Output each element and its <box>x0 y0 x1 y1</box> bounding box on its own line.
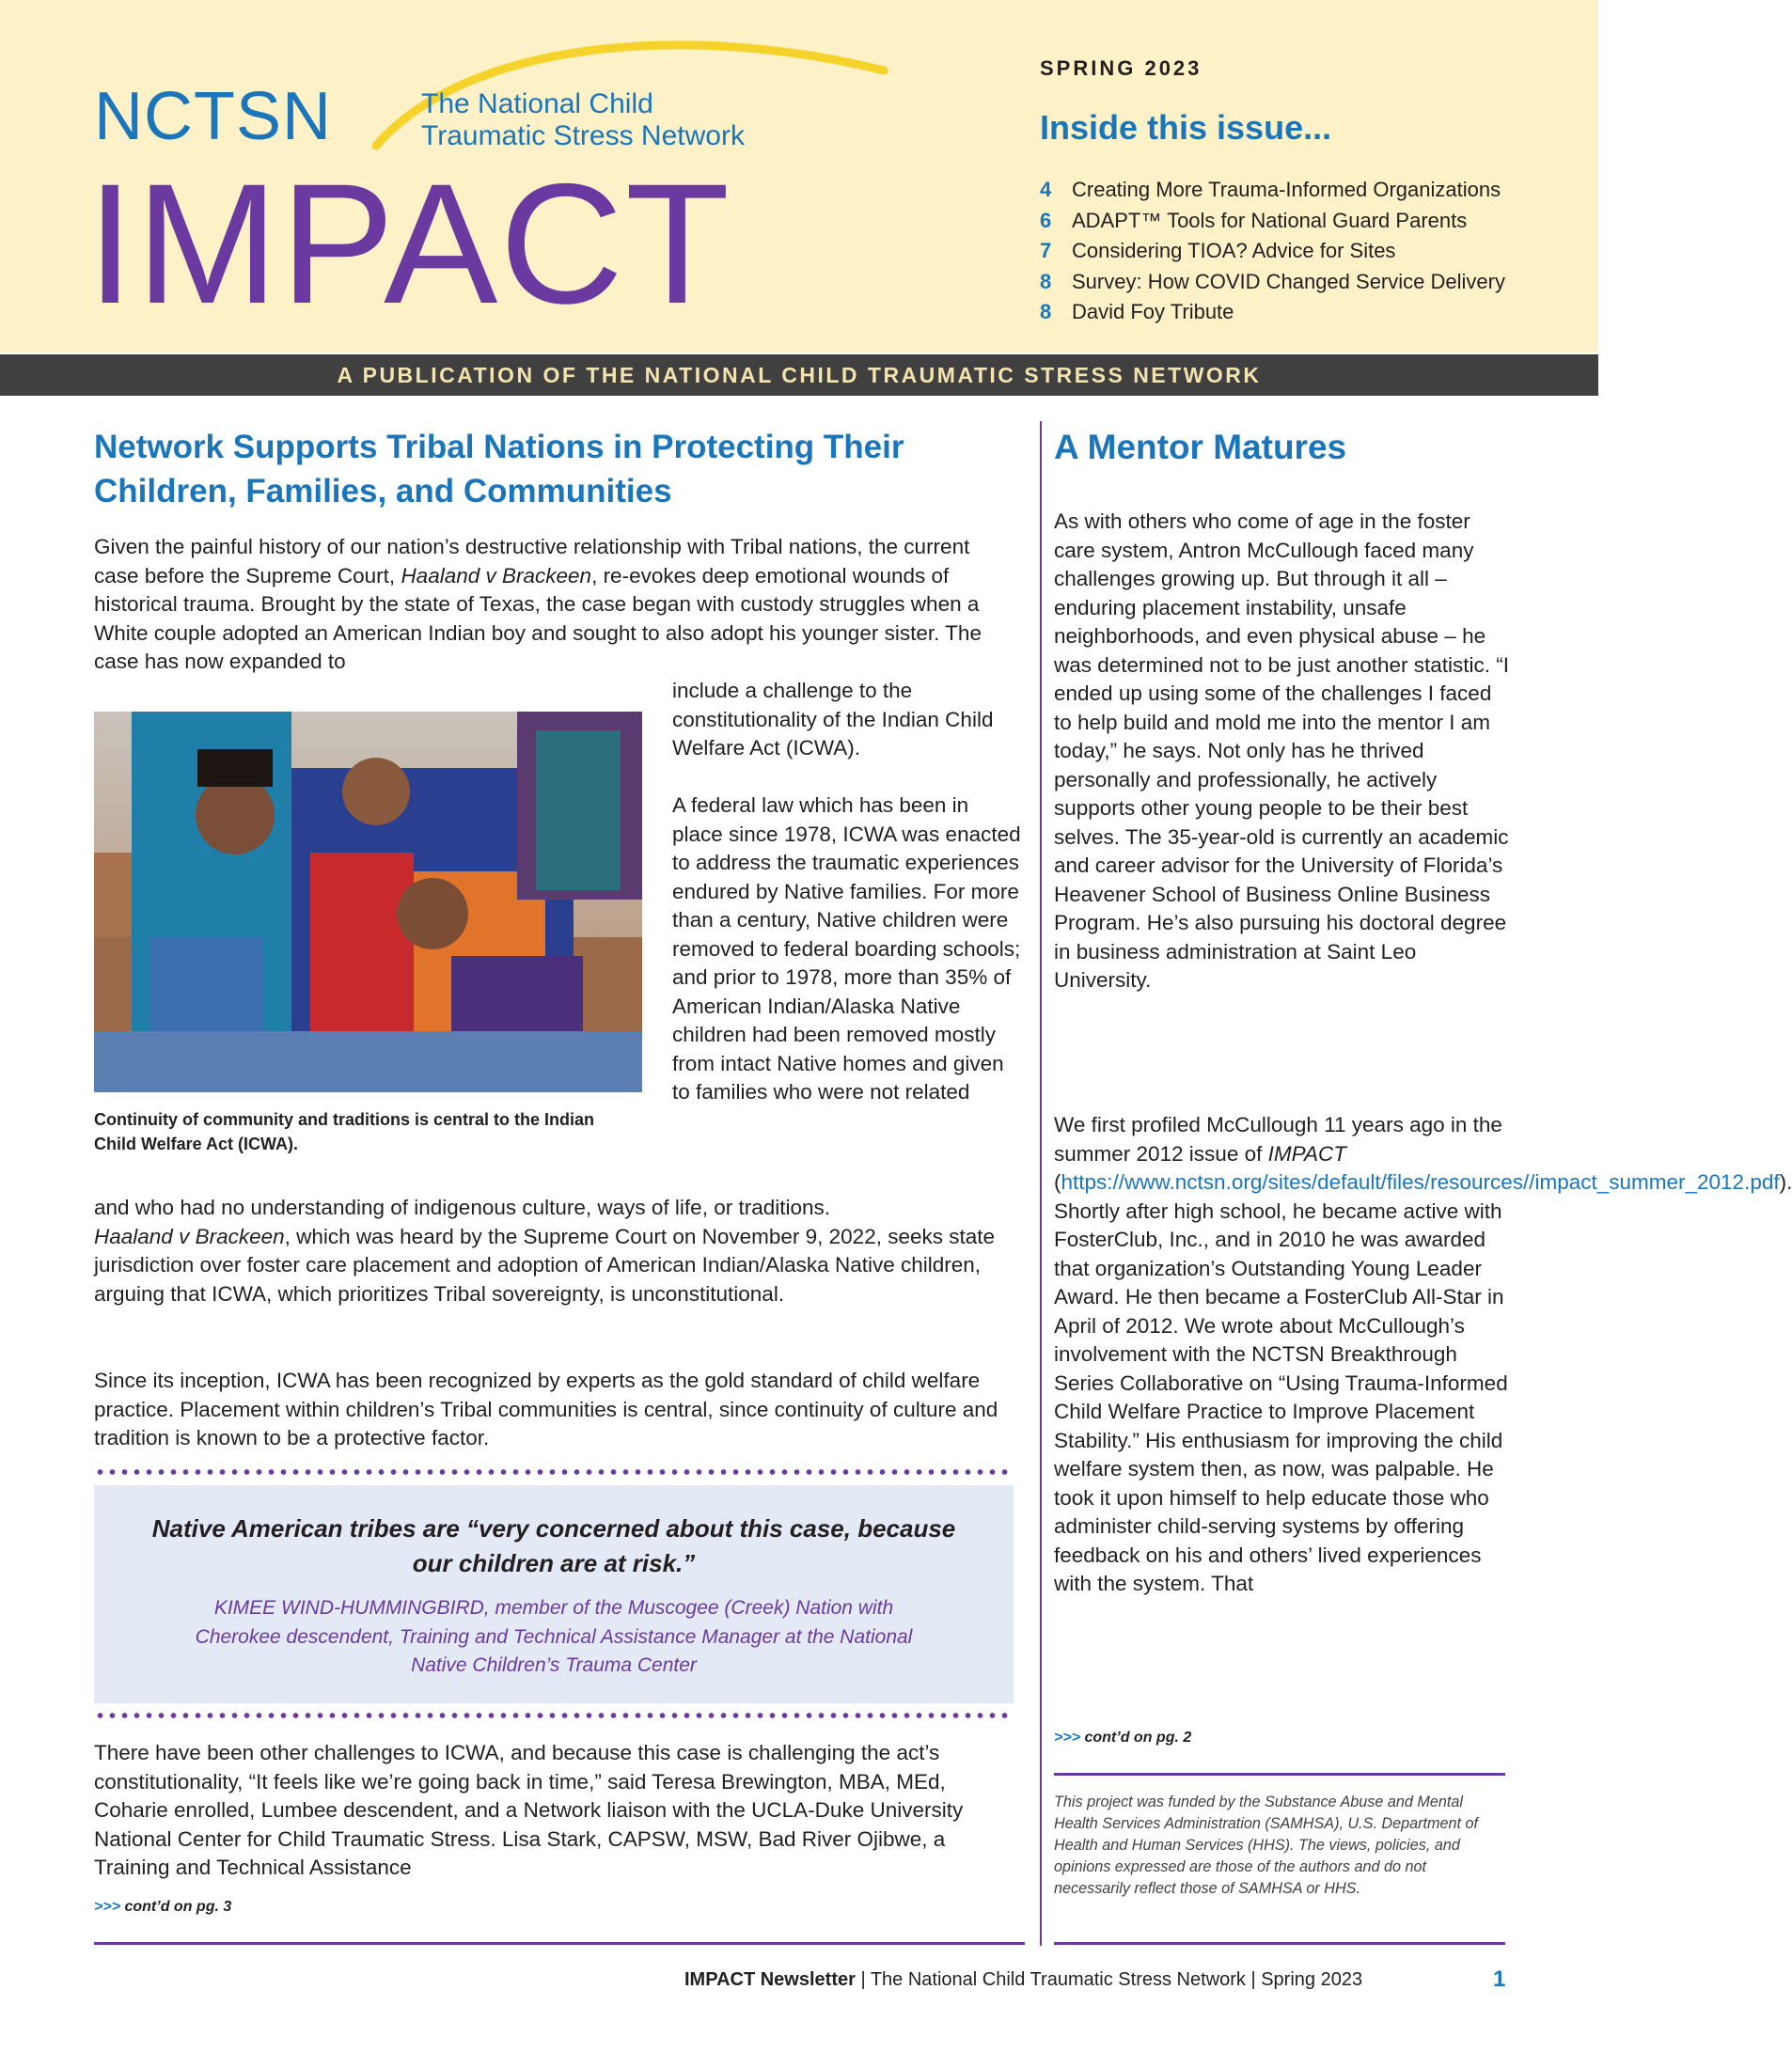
article-paragraph-continued <box>94 1194 1025 1308</box>
continued-link[interactable] <box>1054 1730 1191 1747</box>
publication-name: IMPACT <box>1267 1141 1346 1166</box>
masthead <box>0 0 1598 352</box>
funding-disclaimer: This project was funded by the Substance Abuse and Mental Health Services Administration (SAMHSA), U.S. Department of Health and Human Services (HHS). The views, policies, and opinions expressed are those of the authors and do not necessarily reflect those of SAMHSA or HHS. <box>1054 1794 1479 1897</box>
text-run: We first profiled McCullough 11 years ago in the summer 2012 issue of <box>1054 1113 1502 1166</box>
article-paragraph: There have been other challenges to ICWA, and because this case is challenging the act’s constitutionality, “It feels like we’re going back in time,” said Teresa Brewington, MBA, MEd, Coharie enrolled, Lumbee descendent, and a Network liaison with the UCLA-Duke University National Center for Child Traumatic Stress. Lisa Stark, CAPSW, MSW, Bad River Ojibwe, a Training and Technical Assistance <box>94 1741 964 1879</box>
publication-banner: A PUBLICATION OF THE NATIONAL CHILD TRAUMATIC STRESS NETWORK <box>0 354 1598 396</box>
quote-text: Native American tribes are “very concerned about this case, because our children are at risk.” <box>151 1514 956 1577</box>
side-paragraph: As with others who come of age in the foster care system, Antron McCullough faced many challenges growing up. But through it all – enduring placement instability, unsafe neighborhoods, and even physical abuse – he was determined not to be just another statistic. “I ended up using some of the challenges I faced to help build and mold me into the mentor I am today,” he says. Not only has he thrived personally and professionally, he actively supports other young people to be their best selves. The 35-year-old is currently an academic and career advisor for the University of Florida’s Heavener School of Business Online Business Program. He’s also pursuing his doctoral degree in business administration at Saint Leo University. <box>1054 509 1509 992</box>
text-run: , re-evokes deep emotional wounds of historical trauma. Brought by the state of Texas, the case began with custody struggles when a White couple adopted an American Indian boy and sought to also adopt his younger sister. The case has now expanded to <box>94 563 982 673</box>
section-rule <box>1054 1773 1505 1776</box>
article-paragraph: A federal law which has been in place since 1978, ICWA was enacted to address the traumatic experiences endured by Native families. For more than a century, Native children were removed to federal boarding schools; and prior to 1978, more than 35% of American Indian/Alaska Native children had been removed mostly from intact Native homes and given to families who were not related <box>672 793 1021 1104</box>
footer-separator: | <box>855 1969 871 1990</box>
text-run: ). Shortly after high school, he became active with FosterClub, Inc., and in 2010 he was awarded that organization’s Outstanding Young Leader Award. He then became a FosterClub All-Star in April of 2012. We wrote about McCullough’s involvement with the NCTSN Breakthrough Series Collaborative on “Using Trauma-Informed Child Welfare Practice to Improve Placement Stability.” His enthusiasm for improving the child welfare system then, as now, was palpable. He took it upon himself to help educate those who administer child-serving systems by offering feedback on his and others’ lived experiences with the system. That <box>1054 1170 1792 1595</box>
case-name: Haaland v Brackeen <box>94 1224 285 1248</box>
footer-season: Spring 2023 <box>1261 1969 1363 1990</box>
text-run: Given the painful history of our nation’s destructive relationship with Tribal nations, the current case before the Supreme Court, <box>94 535 970 588</box>
continued-text: cont’d on pg. 3 <box>124 1899 232 1915</box>
issue-season: SPRING 2023 <box>1040 56 1203 80</box>
continued-link[interactable] <box>94 1899 231 1916</box>
tribal-family-photo <box>94 712 642 1092</box>
org-acronym-logo: NCTSN <box>94 79 332 154</box>
toc-title: ADAPT™ Tools for National Guard Parents <box>1072 208 1468 232</box>
org-name: The National Child Traumatic Stress Network <box>421 88 745 151</box>
toc-item[interactable] <box>1040 236 1505 267</box>
main-headline: Network Supports Tribal Nations in Protecting Their Children, Families, and Communities <box>94 429 904 509</box>
photo-caption: Continuity of community and traditions is central to the Indian Child Welfare Act (ICWA). <box>94 1110 595 1153</box>
toc-title: Creating More Trauma-Informed Organizations <box>1072 178 1501 201</box>
section-rule <box>94 1942 1025 1945</box>
toc-title: Survey: How COVID Changed Service Delivery <box>1072 269 1505 293</box>
article-photo <box>94 712 642 1092</box>
inside-issue-title: Inside this issue... <box>1040 108 1332 147</box>
column-divider <box>1040 421 1042 1946</box>
footer-network: The National Child Traumatic Stress Network <box>870 1969 1246 1990</box>
dotted-divider <box>94 1469 1014 1475</box>
toc-page: 7 <box>1040 239 1052 262</box>
article-paragraph <box>94 533 1020 677</box>
section-rule <box>1054 1942 1505 1945</box>
text-run: ( <box>1054 1170 1061 1194</box>
case-name: Haaland v Brackeen <box>401 563 592 588</box>
dotted-divider <box>94 1713 1014 1718</box>
continued-arrows: >>> <box>1054 1730 1081 1746</box>
toc-item[interactable] <box>1040 267 1505 298</box>
toc-item[interactable] <box>1040 175 1505 206</box>
text-run: , which was heard by the Supreme Court on November 9, 2022, seeks state jurisdiction over foster care placement and adoption of American Indian/Alaska Native children, arguing that ICWA, which prioritizes Tribal sovereignty, is unconstitutional. <box>94 1224 996 1306</box>
toc-item[interactable] <box>1040 297 1505 328</box>
text-run: and who had no understanding of indigenous culture, ways of life, or traditions. <box>94 1196 830 1219</box>
toc-title: David Foy Tribute <box>1072 300 1234 323</box>
toc-item[interactable] <box>1040 206 1505 237</box>
article-paragraph-continued: include a challenge to the constitutionality of the Indian Child Welfare Act (ICWA). <box>672 679 994 760</box>
page-number: 1 <box>1493 1966 1506 1992</box>
table-of-contents <box>1040 175 1505 328</box>
toc-page: 8 <box>1040 269 1052 293</box>
toc-title: Considering TIOA? Advice for Sites <box>1072 239 1396 262</box>
footer-separator: | <box>1245 1969 1262 1990</box>
continued-text: cont’d on pg. 2 <box>1084 1730 1192 1746</box>
pull-quote <box>94 1485 1014 1703</box>
side-paragraph <box>1054 1111 1792 1599</box>
publication-title: IMPACT <box>86 148 732 339</box>
article-paragraph: Since its inception, ICWA has been recognized by experts as the gold standard of child welfare practice. Placement within children’s Tribal communities is central, since continuity of culture and tradition is known to be a protective factor. <box>94 1369 998 1449</box>
continued-arrows: >>> <box>94 1899 121 1915</box>
toc-page: 6 <box>1040 208 1052 232</box>
page-footer <box>684 1969 1362 1991</box>
quote-attribution: KIMEE WIND-HUMMINGBIRD, member of the Muscogee (Creek) Nation with Cherokee descendent, Training and Technical Assistance Manager at the National Native Children’s Trauma Center <box>195 1597 913 1676</box>
archive-link[interactable]: https://www.nctsn.org/sites/default/files/resources//impact_summer_2012.pdf <box>1061 1170 1780 1194</box>
side-headline: A Mentor Matures <box>1054 428 1347 466</box>
footer-newsletter: IMPACT Newsletter <box>684 1969 856 1990</box>
toc-page: 8 <box>1040 300 1052 323</box>
toc-page: 4 <box>1040 178 1052 201</box>
